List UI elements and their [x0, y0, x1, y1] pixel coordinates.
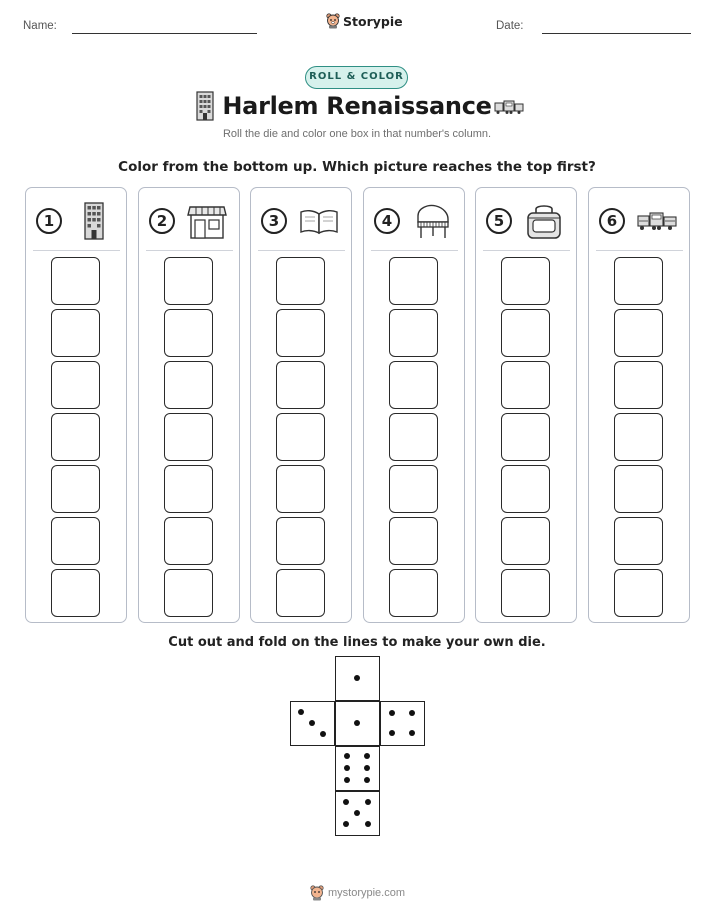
color-box[interactable]: [276, 413, 325, 461]
pip: [343, 821, 349, 827]
color-box[interactable]: [614, 465, 663, 513]
storypie-mascot-icon: [310, 885, 324, 901]
color-box[interactable]: [614, 257, 663, 305]
color-box[interactable]: [51, 465, 100, 513]
color-box[interactable]: [501, 309, 550, 357]
color-box[interactable]: [51, 361, 100, 409]
color-box[interactable]: [276, 309, 325, 357]
color-box[interactable]: [51, 517, 100, 565]
train-icon: [494, 99, 524, 115]
pip: [343, 799, 349, 805]
color-box[interactable]: [164, 413, 213, 461]
column-3: [250, 187, 352, 623]
column-2: [138, 187, 240, 623]
subtitle: Roll the die and color one box in that number's column.: [222, 128, 492, 140]
color-box[interactable]: [501, 361, 550, 409]
column-divider: [371, 250, 458, 251]
pip: [344, 777, 350, 783]
color-box[interactable]: [389, 309, 438, 357]
column-divider: [33, 250, 120, 251]
color-box[interactable]: [51, 413, 100, 461]
pip: [389, 730, 395, 736]
color-box[interactable]: [501, 465, 550, 513]
storypie-mascot-icon: [326, 13, 340, 29]
color-box[interactable]: [614, 361, 663, 409]
roll-and-color-badge: ROLL & COLOR: [305, 66, 408, 89]
pip: [364, 765, 370, 771]
die-face-3: [290, 701, 335, 746]
date-line: [542, 33, 691, 34]
number-circle: 1: [36, 208, 62, 234]
footer-url: mystorypie.com: [328, 887, 406, 899]
color-box[interactable]: [164, 309, 213, 357]
number-circle: 2: [149, 208, 175, 234]
open-book-icon: [299, 202, 339, 240]
color-box[interactable]: [164, 465, 213, 513]
pip: [354, 720, 360, 726]
color-box[interactable]: [614, 413, 663, 461]
column-divider: [483, 250, 570, 251]
color-box[interactable]: [164, 517, 213, 565]
number-circle: 3: [261, 208, 287, 234]
pip: [364, 753, 370, 759]
worksheet-title: Harlem Renaissance: [222, 92, 492, 120]
color-box[interactable]: [614, 517, 663, 565]
color-box[interactable]: [276, 569, 325, 617]
column-6: [588, 187, 690, 623]
color-box[interactable]: [501, 517, 550, 565]
pip: [389, 710, 395, 716]
color-box[interactable]: [276, 257, 325, 305]
color-box[interactable]: [164, 361, 213, 409]
color-box[interactable]: [389, 465, 438, 513]
color-box[interactable]: [389, 257, 438, 305]
pip: [364, 777, 370, 783]
pip: [354, 675, 360, 681]
color-box[interactable]: [501, 413, 550, 461]
color-box[interactable]: [501, 257, 550, 305]
number-circle: 6: [599, 208, 625, 234]
pip: [409, 710, 415, 716]
storefront-icon: [187, 202, 227, 240]
name-label: Name:: [23, 20, 57, 32]
column-1: [25, 187, 127, 623]
die-face-5: [335, 791, 380, 836]
color-box[interactable]: [389, 517, 438, 565]
color-box[interactable]: [389, 569, 438, 617]
brand-name: Storypie: [343, 13, 403, 29]
number-circle: 4: [374, 208, 400, 234]
pip: [309, 720, 315, 726]
grand-piano-icon: [412, 202, 452, 240]
pip: [365, 821, 371, 827]
bag-icon: [524, 202, 564, 240]
color-box[interactable]: [614, 309, 663, 357]
color-box[interactable]: [389, 361, 438, 409]
name-line: [72, 33, 257, 34]
die-instruction: Cut out and fold on the lines to make your own die.: [168, 635, 546, 650]
column-divider: [596, 250, 683, 251]
color-box[interactable]: [276, 465, 325, 513]
number-circle: 5: [486, 208, 512, 234]
pip: [365, 799, 371, 805]
brand-logo: [326, 13, 403, 29]
pip: [344, 765, 350, 771]
column-5: [475, 187, 577, 623]
train-icon: [637, 202, 677, 240]
pip: [298, 709, 304, 715]
column-divider: [258, 250, 345, 251]
instruction-text: Color from the bottom up. Which picture reaches the top first?: [118, 159, 596, 175]
color-box[interactable]: [164, 257, 213, 305]
apartment-building-icon: [74, 202, 114, 240]
color-box[interactable]: [614, 569, 663, 617]
color-box[interactable]: [501, 569, 550, 617]
color-box[interactable]: [276, 361, 325, 409]
column-divider: [146, 250, 233, 251]
pip: [409, 730, 415, 736]
die-face-4: [380, 701, 425, 746]
die-face-1: [335, 701, 380, 746]
pip: [344, 753, 350, 759]
color-box[interactable]: [51, 257, 100, 305]
color-box[interactable]: [51, 569, 100, 617]
column-4: [363, 187, 465, 623]
footer: [310, 885, 405, 901]
color-box[interactable]: [389, 413, 438, 461]
pip: [320, 731, 326, 737]
date-label: Date:: [496, 20, 524, 32]
die-face-1: [335, 656, 380, 701]
color-box[interactable]: [51, 309, 100, 357]
die-face-6: [335, 746, 380, 791]
color-box[interactable]: [276, 517, 325, 565]
color-box[interactable]: [164, 569, 213, 617]
pip: [354, 810, 360, 816]
